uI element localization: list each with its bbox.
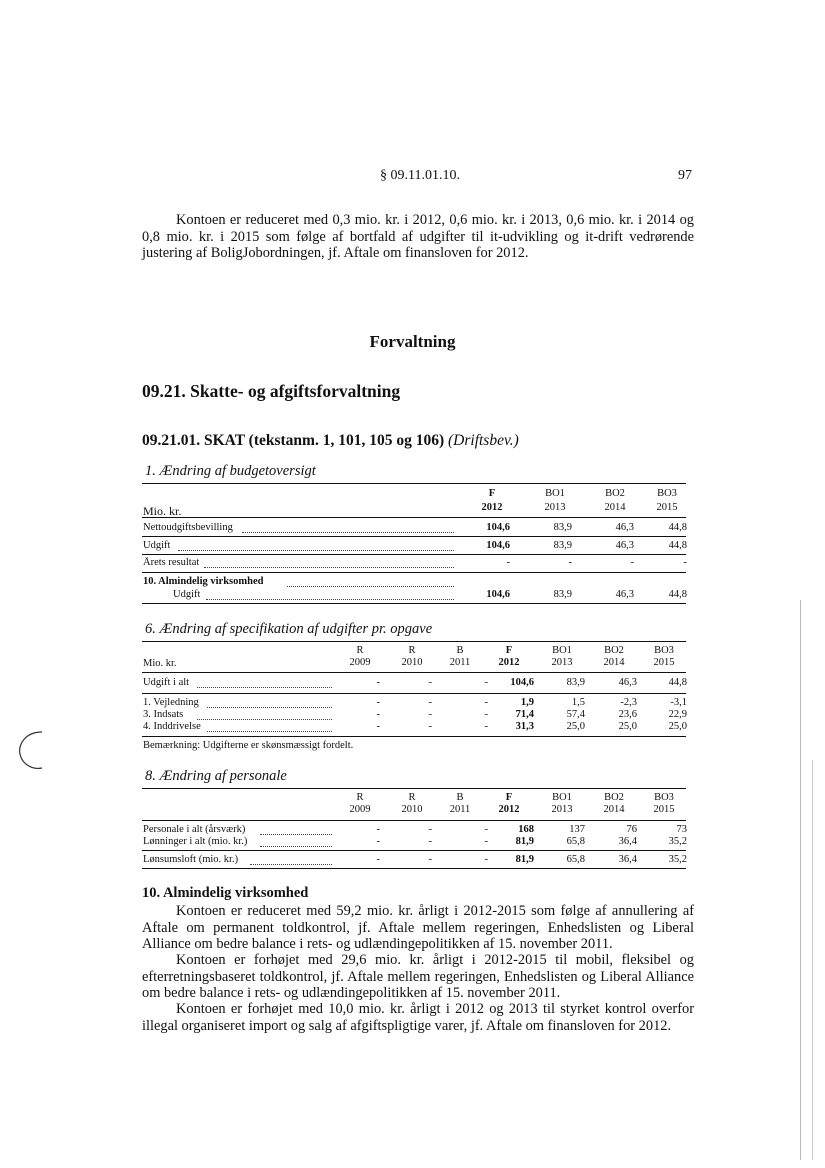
table-cell: 22,9 xyxy=(668,709,687,720)
table-rule xyxy=(142,554,686,555)
dot-leader xyxy=(197,719,332,720)
table-row-label: 3. Indsats xyxy=(143,709,184,720)
table-row-label: 10. Almindelig virksomhed xyxy=(143,576,264,587)
table-cell: -2,3 xyxy=(620,697,637,708)
table-cell: - xyxy=(376,677,380,688)
table1-col-bottom: 2012 xyxy=(481,502,503,513)
table-rule xyxy=(142,536,686,537)
table-cell: 168 xyxy=(518,824,534,835)
table-cell: 25,0 xyxy=(618,721,637,732)
table-row-label: Lønninger i alt (mio. kr.) xyxy=(143,836,248,847)
table-cell: 104,6 xyxy=(486,540,510,551)
table-cell: - xyxy=(376,697,380,708)
page-edge-line xyxy=(812,760,813,1160)
table-cell: - xyxy=(683,557,687,568)
dot-leader xyxy=(260,834,332,835)
table-cell: - xyxy=(484,836,488,847)
table-row-label: Nettoudgiftsbevilling xyxy=(143,522,233,533)
table-cell: 137 xyxy=(569,824,585,835)
table-cell: - xyxy=(428,836,432,847)
table-row-label: 1. Vejledning xyxy=(143,697,199,708)
table-row-label: Lønsumsloft (mio. kr.) xyxy=(143,854,239,865)
table8-rows xyxy=(142,823,686,853)
table-cell: 83,9 xyxy=(553,522,572,533)
table8-caption: 8. Ændring af personale xyxy=(145,768,287,784)
table-cell: 44,8 xyxy=(668,589,687,600)
dot-leader xyxy=(204,567,454,568)
table1-header-rule xyxy=(142,517,686,518)
section10-paragraph-text: Kontoen er forhøjet med 10,0 mio. kr. årligt i 2012 og 2013 til styrket kontrol overfor illegal organiseret import og salg af afgiftspligtige varer, jf. Aftale om finansloven for 2012. xyxy=(142,1001,694,1034)
intro-paragraph xyxy=(142,212,694,262)
table-cell: - xyxy=(428,721,432,732)
table8-col-top: BO2 xyxy=(604,792,624,803)
table1-bottom-rule xyxy=(142,603,686,604)
table-cell: 1,5 xyxy=(571,697,585,708)
table6-col-top: B xyxy=(456,645,464,656)
table8-col-bottom: 2013 xyxy=(551,804,573,815)
table8-col-top: F xyxy=(505,792,513,803)
table-cell: - xyxy=(484,824,488,835)
table6-col-bottom: 2012 xyxy=(498,657,520,668)
dot-leader xyxy=(207,731,332,732)
table-cell: 83,9 xyxy=(553,589,572,600)
table-cell: 73 xyxy=(676,824,687,835)
table6-col-bottom: 2009 xyxy=(349,657,371,668)
table8-col-top: BO3 xyxy=(654,792,674,803)
table6-col-bottom: 2011 xyxy=(449,657,471,668)
section10-paragraph-text: Kontoen er forhøjet med 29,6 mio. kr. årligt i 2012-2015 til mobil, fleksibel og efterretningsbaseret toldkontrol, jf. Aftale mellem regeringen, Enhedslisten og Liberal Alliance om bedre balance i rets- og udlændingepolitikken af 15. november 2011. xyxy=(142,952,694,1001)
section10-paragraph-text: Kontoen er reduceret med 59,2 mio. kr. årligt i 2012-2015 som følge af annullering af Aftale om permanent toldkontrol, jf. Aftale mellem regeringen, Enhedslisten og Liberal Alliance om bedre balance i rets- og udlændingepolitikken af 15. november 2011. xyxy=(142,903,694,952)
section10-paragraph xyxy=(142,952,694,1002)
table-cell: 71,4 xyxy=(515,709,534,720)
table-cell: - xyxy=(428,709,432,720)
dot-leader xyxy=(242,532,454,533)
table-cell: 104,6 xyxy=(486,589,510,600)
dot-leader xyxy=(250,864,332,865)
table8-col-bottom: 2010 xyxy=(401,804,423,815)
table1-col-top: BO3 xyxy=(657,488,677,499)
table-cell: - xyxy=(428,854,432,865)
heading-main-section: 09.21. Skatte- og afgiftsforvaltning xyxy=(142,381,401,401)
table6-note: Bemærkning: Udgifterne er skønsmæssigt fordelt. xyxy=(143,740,354,751)
table8-header xyxy=(142,791,686,821)
table-cell: - xyxy=(506,557,510,568)
table1-unit: Mio. kr. xyxy=(143,504,182,518)
table6-col-bottom: 2010 xyxy=(401,657,423,668)
table6-col-bottom: 2014 xyxy=(603,657,625,668)
table6-col-top: BO3 xyxy=(654,645,674,656)
section10-heading: 10. Almindelig virksomhed xyxy=(142,885,309,901)
table-cell: 65,8 xyxy=(566,836,585,847)
table8-bottom-rule xyxy=(142,868,686,869)
table-cell: - xyxy=(428,824,432,835)
table-cell: - xyxy=(376,721,380,732)
table-cell: 46,3 xyxy=(615,589,634,600)
table8-col-bottom: 2011 xyxy=(449,804,471,815)
section10-paragraph xyxy=(142,903,694,953)
table6-col-bottom: 2013 xyxy=(551,657,573,668)
dot-leader xyxy=(197,687,332,688)
page-number: 97 xyxy=(678,168,692,183)
table6-header xyxy=(142,644,686,674)
table8-col-top: BO1 xyxy=(552,792,572,803)
table1-col-top: BO2 xyxy=(605,488,625,499)
dot-leader xyxy=(287,586,454,587)
table8-col-top: B xyxy=(456,792,464,803)
table1-col-bottom: 2013 xyxy=(544,502,566,513)
table-cell: - xyxy=(376,709,380,720)
table8-col-bottom: 2009 xyxy=(349,804,371,815)
punch-hole-mark xyxy=(14,728,48,774)
heading-forvaltning: Forvaltning xyxy=(369,332,456,351)
table-cell: 44,8 xyxy=(668,677,687,688)
table-cell: 57,4 xyxy=(566,709,585,720)
table-row-label: Udgift i alt xyxy=(143,677,190,688)
intro-paragraph-text: Kontoen er reduceret med 0,3 mio. kr. i 2012, 0,6 mio. kr. i 2013, 0,6 mio. kr. i 2014 og 0,8 mio. kr. i 2015 som følge af bortfald af udgifter til it-udvikling og it-drift vedrørende justering af BoligJobordningen, jf. Aftale om finansloven for 2012. xyxy=(142,212,694,261)
table-cell: - xyxy=(376,854,380,865)
table1-col-bottom: 2015 xyxy=(656,502,678,513)
table8-col-bottom: 2015 xyxy=(653,804,675,815)
table-cell: 44,8 xyxy=(668,540,687,551)
table-rule xyxy=(142,850,686,851)
table-cell: 35,2 xyxy=(668,836,687,847)
table-cell: 65,8 xyxy=(566,854,585,865)
table6-header-rule xyxy=(142,672,686,673)
table6-top-rule xyxy=(142,641,686,642)
table-cell: 104,6 xyxy=(510,677,534,688)
table1-top-rule xyxy=(142,483,686,484)
table8-header-rule xyxy=(142,820,686,821)
table-cell: -3,1 xyxy=(670,697,687,708)
table-cell: 44,8 xyxy=(668,522,687,533)
table-cell: - xyxy=(568,557,572,568)
table-cell: - xyxy=(630,557,634,568)
table-cell: 1,9 xyxy=(520,697,534,708)
table6-col-top: R xyxy=(356,645,364,656)
table-row-label: Personale i alt (årsværk) xyxy=(143,824,246,835)
table-cell: - xyxy=(376,836,380,847)
table1-col-top: F xyxy=(488,488,496,499)
table-cell: - xyxy=(484,677,488,688)
table-row-label: Udgift xyxy=(173,589,201,600)
table6-col-bottom: 2015 xyxy=(653,657,675,668)
dot-leader xyxy=(207,707,332,708)
dot-leader xyxy=(178,550,454,551)
table-cell: - xyxy=(376,824,380,835)
table6-col-top: BO2 xyxy=(604,645,624,656)
table-cell: 23,6 xyxy=(618,709,637,720)
table-cell: 25,0 xyxy=(668,721,687,732)
table-cell: - xyxy=(484,854,488,865)
table-cell: - xyxy=(428,697,432,708)
page-edge-line xyxy=(800,600,801,1160)
section-reference: § 09.11.01.10. xyxy=(380,168,460,183)
section10-paragraph xyxy=(142,1001,694,1034)
table6-unit: Mio. kr. xyxy=(143,658,177,669)
table6-caption: 6. Ændring af specifikation af udgifter pr. opgave xyxy=(145,621,433,637)
table-cell: 46,3 xyxy=(615,540,634,551)
table-cell: 35,2 xyxy=(668,854,687,865)
table-cell: 83,9 xyxy=(553,540,572,551)
table-rule xyxy=(142,572,686,573)
table-cell: 36,4 xyxy=(618,836,637,847)
table8-col-bottom: 2012 xyxy=(498,804,520,815)
table8-col-bottom: 2014 xyxy=(603,804,625,815)
table-rule xyxy=(142,693,686,694)
table1-col-top: BO1 xyxy=(545,488,565,499)
table6-bottom-rule xyxy=(142,736,686,737)
heading-subsection xyxy=(142,432,519,450)
table-cell: 83,9 xyxy=(566,677,585,688)
table-row-label: 4. Inddrivelse xyxy=(143,721,201,732)
dot-leader xyxy=(260,846,332,847)
table-cell: 46,3 xyxy=(615,522,634,533)
table-cell: 36,4 xyxy=(618,854,637,865)
table8-col-top: R xyxy=(408,792,416,803)
table-cell: 25,0 xyxy=(566,721,585,732)
table-cell: 31,3 xyxy=(515,721,534,732)
table-cell: 81,9 xyxy=(515,836,534,847)
heading-subsection-type: (Driftsbev.) xyxy=(448,432,519,449)
table6-col-top: F xyxy=(505,645,513,656)
table1-col-bottom: 2014 xyxy=(604,502,626,513)
table-cell: 76 xyxy=(626,824,637,835)
table8-top-rule xyxy=(142,788,686,789)
table1-caption: 1. Ændring af budgetoversigt xyxy=(145,463,316,479)
table-row-label: Årets resultat xyxy=(143,557,200,568)
table6-rows xyxy=(142,696,686,740)
table-cell: 81,9 xyxy=(515,854,534,865)
table-cell: - xyxy=(484,709,488,720)
table1-row-aarets-resultat xyxy=(142,556,686,576)
table6-col-top: BO1 xyxy=(552,645,572,656)
table8-col-top: R xyxy=(356,792,364,803)
table-cell: - xyxy=(484,721,488,732)
table-row-label: Udgift xyxy=(143,540,171,551)
dot-leader xyxy=(206,599,454,600)
table6-col-top: R xyxy=(408,645,416,656)
table-cell: - xyxy=(428,677,432,688)
table-cell: 46,3 xyxy=(618,677,637,688)
heading-subsection-main: 09.21.01. SKAT (tekstanm. 1, 101, 105 og 106) xyxy=(142,432,445,449)
table-cell: 104,6 xyxy=(486,522,510,533)
table-cell: - xyxy=(484,697,488,708)
